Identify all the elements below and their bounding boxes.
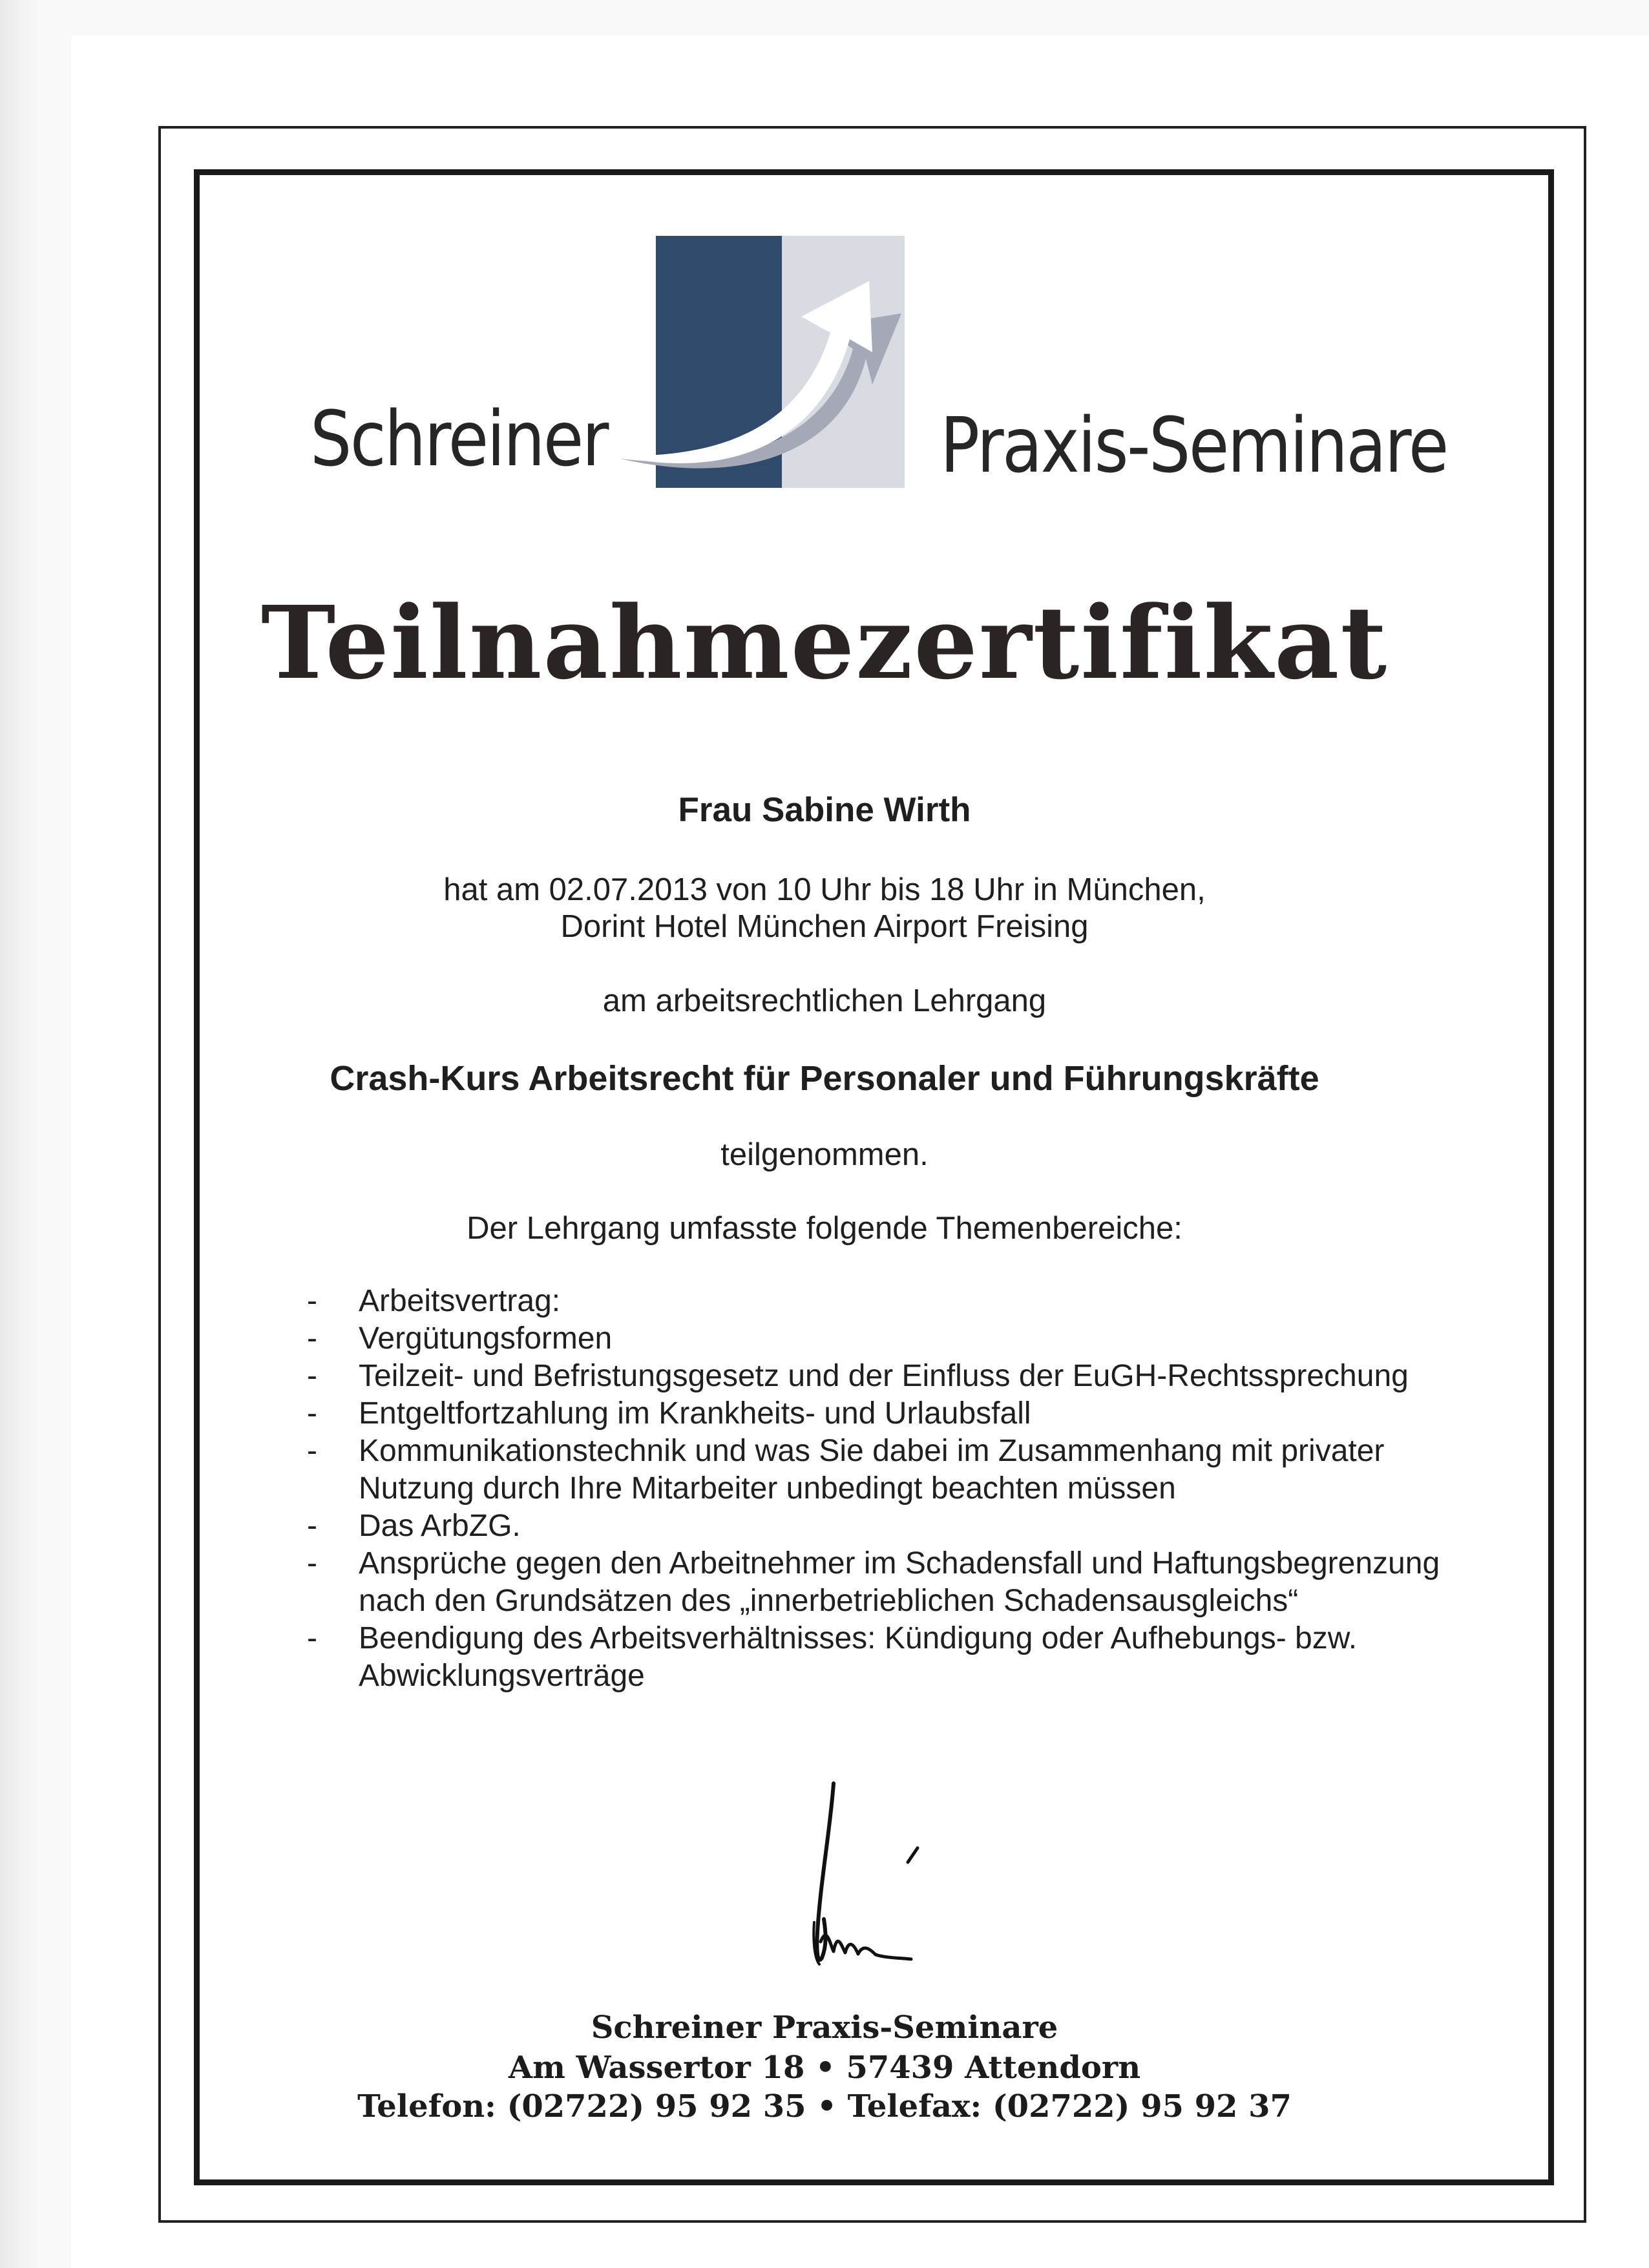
logo-gray-block: [782, 236, 905, 488]
list-item: [304, 1433, 1486, 1507]
list-item: [304, 1320, 1486, 1358]
list-item: [304, 1620, 1486, 1695]
topics-list: [304, 1283, 1486, 1695]
list-bullet: -: [307, 1509, 317, 1543]
topic-text: Beendigung des Arbeitsverhältnisses: Kündigung oder Aufhebungs- bzw. Abwicklungsverträge: [359, 1621, 1358, 1693]
list-bullet: -: [307, 1284, 317, 1318]
footer-organisation: Schreiner Praxis-Seminare: [591, 2010, 1058, 2046]
list-bullet: -: [307, 1621, 317, 1655]
list-item: [304, 1545, 1486, 1620]
topic-text: Das ArbZG.: [359, 1509, 521, 1543]
list-item: [304, 1283, 1486, 1320]
topic-text: Kommunikationstechnik und was Sie dabei im Zusammenhang mit privater Nutzung durch Ihre Mitarbeiter unbedingt beachten müssen: [359, 1434, 1385, 1506]
list-item: [304, 1358, 1486, 1395]
list-bullet: -: [307, 1321, 317, 1356]
topic-text: Arbeitsvertrag:: [359, 1284, 561, 1318]
lehrgang-line: am arbeitsrechtlichen Lehrgang: [602, 983, 1047, 1018]
recipient-name: Frau Sabine Wirth: [678, 791, 971, 829]
list-bullet: -: [307, 1546, 317, 1580]
list-bullet: -: [307, 1396, 317, 1431]
topics-intro: Der Lehrgang umfasste folgende Themenbereiche:: [467, 1211, 1182, 1246]
course-title: Crash-Kurs Arbeitsrecht für Personaler und Führungskräfte: [330, 1059, 1319, 1098]
certificate-title: Teilnahmezertifikat: [260, 583, 1389, 702]
logo-arrow-icon: [620, 236, 905, 488]
topic-text: Entgeltfortzahlung im Krankheits- und Urlaubsfall: [359, 1396, 1031, 1431]
list-item: [304, 1395, 1486, 1433]
list-bullet: -: [307, 1434, 317, 1468]
list-bullet: -: [307, 1359, 317, 1393]
participated-line: teilgenommen.: [720, 1137, 929, 1172]
company-logo: [310, 236, 1447, 501]
scan-edge: [0, 0, 45, 2268]
list-item: [304, 1507, 1486, 1545]
footer-address: Am Wassertor 18 • 57439 Attendorn: [508, 2050, 1141, 2086]
topic-text: Teilzeit- und Befristungsgesetz und der Einfluss der EuGH-Rechtssprechung: [359, 1359, 1409, 1393]
topic-text: Vergütungsformen: [359, 1321, 613, 1356]
signature-icon: [795, 1770, 943, 1984]
logo-word-praxis-seminare: Praxis-Seminare: [940, 401, 1447, 490]
logo-word-schreiner: Schreiner: [310, 394, 607, 483]
topic-text: Ansprüche gegen den Arbeitnehmer im Schadensfall und Haftungsbegrenzung nach den Grundsätzen des „innerbetrieblichen Schadensausgleichs“: [359, 1546, 1440, 1618]
location-line: Dorint Hotel München Airport Freising: [560, 909, 1089, 944]
footer-contact: Telefon: (02722) 95 92 35 • Telefax: (02722) 95 92 37: [357, 2088, 1292, 2125]
date-line: hat am 02.07.2013 von 10 Uhr bis 18 Uhr in München,: [443, 872, 1206, 907]
